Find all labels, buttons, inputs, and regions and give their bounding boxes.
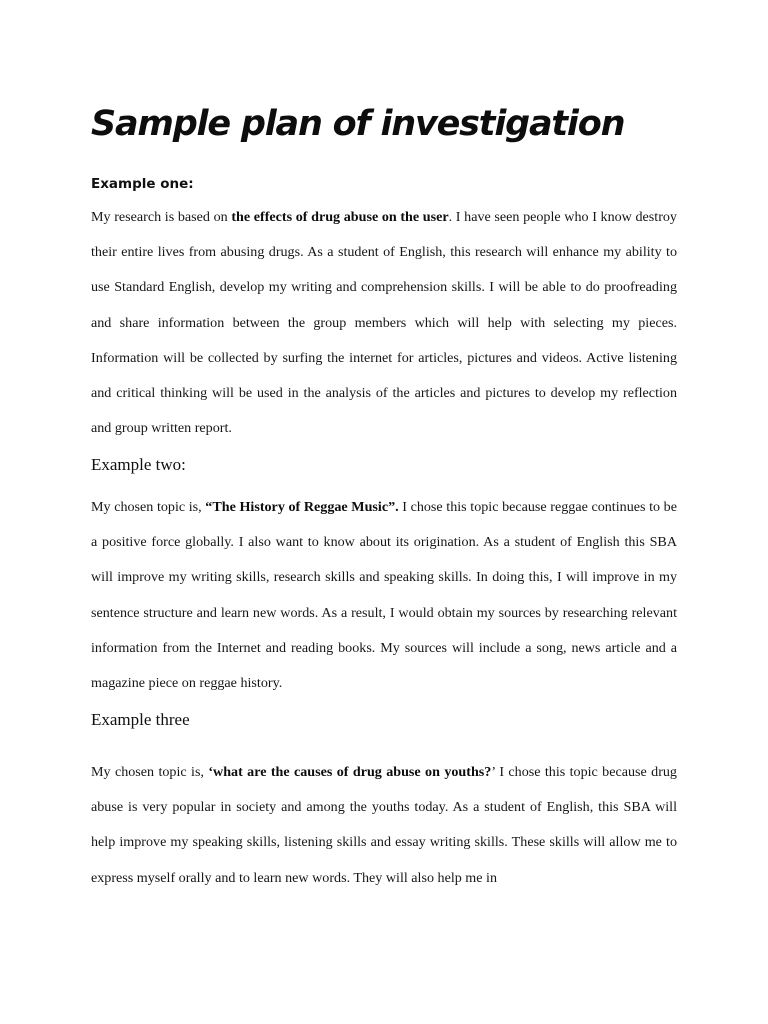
example-one-text-start: My research is based on xyxy=(91,209,232,225)
example-one-topic: the effects of drug abuse on the user xyxy=(231,209,449,225)
example-three-heading: Example three xyxy=(91,710,190,729)
example-three-text-rest: ’ I chose this topic because drug abuse is very popular in society and among the youths today. As a student of English, this SBA will help improve my speaking skills, listening skills and essay writing skills. These skills will allow me to express myself orally and to learn new words. They will also help me in xyxy=(91,764,677,886)
example-two-topic: “The History of Reggae Music”. xyxy=(205,499,399,515)
example-three-paragraph xyxy=(91,755,677,896)
example-three-text-start: My chosen topic is, xyxy=(91,764,209,780)
example-two-text-rest: I chose this topic because reggae continues to be a positive force globally. I also want to know about its origination. As a student of English this SBA will improve my writing skills, research skills and speaking skills. In doing this, I will improve in my sentence structure and learn new words. As a result, I would obtain my sources by researching relevant information from the Internet and reading books. My sources will include a song, news article and a magazine piece on reggae history. xyxy=(91,499,677,692)
example-two-text-start: My chosen topic is, xyxy=(91,499,206,515)
example-one-heading: Example one: xyxy=(91,176,194,192)
example-three-topic: ‘what are the causes of drug abuse on youths? xyxy=(208,764,492,780)
document-title: Sample plan of investigation xyxy=(91,104,625,144)
example-one-paragraph xyxy=(91,200,677,446)
example-two-heading: Example two: xyxy=(91,455,186,474)
example-two-paragraph xyxy=(91,490,677,701)
example-one-text-rest: . I have seen people who I know destroy their entire lives from abusing drugs. As a student of English, this research will enhance my ability to use Standard English, develop my writing and comprehension skills. I will be able to do proofreading and share information between the group members which will help with selecting my pieces. Information will be collected by surfing the internet for articles, pictures and videos. Active listening and critical thinking will be used in the analysis of the articles and pictures to develop my reflection and group written report. xyxy=(91,209,677,437)
